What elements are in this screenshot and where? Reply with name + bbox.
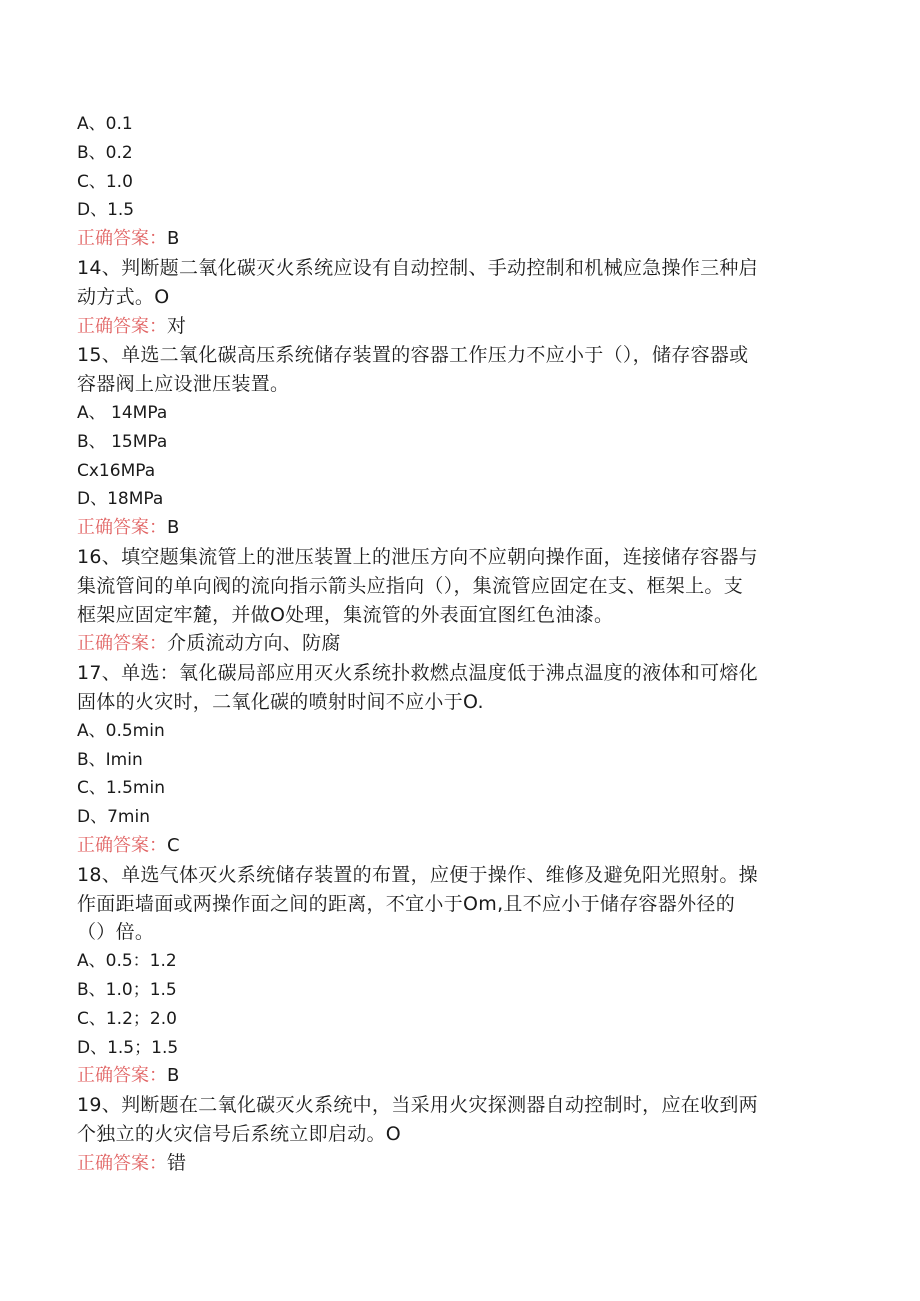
option-b: B、1.0；1.5 — [77, 979, 177, 1000]
answer-value: C — [167, 834, 180, 856]
answer-line — [77, 514, 847, 543]
answer-label: 正确答案： — [77, 633, 167, 655]
answer-line — [77, 225, 847, 254]
option-c: C、1.5min — [77, 778, 165, 799]
question-text: 框架应固定牢麓，并做O处理，集流管的外表面宜图红色油漆。 — [77, 603, 614, 626]
question-text: 容器阀上应设泄压装置。 — [77, 373, 290, 396]
answer-label: 正确答案： — [77, 315, 167, 337]
answer-line — [77, 1062, 847, 1091]
question-text: 17、单选：氧化碳局部应用灭火系统扑救燃点温度低于沸点温度的液体和可熔化 — [77, 662, 758, 685]
answer-label: 正确答案： — [77, 228, 167, 250]
question-text: 16、填空题集流管上的泄压装置上的泄压方向不应朝向操作面，连接储存容器与 — [77, 545, 758, 568]
option-d: D、7min — [77, 807, 150, 828]
option-c: C、1.2；2.0 — [77, 1008, 177, 1029]
option-a: A、0.5min — [77, 720, 165, 741]
answer-value: B — [167, 517, 180, 539]
answer-value: 对 — [167, 314, 187, 337]
option-c: C、1.0 — [77, 171, 133, 192]
answer-line — [77, 832, 847, 861]
answer-label: 正确答案： — [77, 517, 167, 539]
question-text: （）倍。 — [77, 921, 155, 944]
document-page — [77, 110, 847, 1178]
question-text: 作面距墙面或两操作面之间的距离，不宜小于Om,且不应小于储存容器外径的 — [77, 892, 736, 915]
question-text: 14、判断题二氧化碳灭火系统应设有自动控制、手动控制和机械应急操作三种启 — [77, 256, 758, 279]
option-a: A、0.1 — [77, 114, 133, 134]
question-text: 18、单选气体灭火系统储存装置的布置，应便于操作、维修及避免阳光照射。操 — [77, 863, 758, 886]
answer-label: 正确答案： — [77, 1065, 167, 1087]
option-b: B、 15MPa — [77, 431, 168, 452]
option-b: B、0.2 — [77, 142, 133, 163]
question-text: 集流管间的单向阀的流向指示箭头应指向（），集流管应固定在支、框架上。支 — [77, 574, 744, 597]
answer-line — [77, 1149, 847, 1179]
question-text: 固体的火灾时，二氧化碳的喷射时间不应小于O. — [77, 690, 484, 713]
answer-value: B — [167, 228, 180, 250]
answer-line — [77, 312, 847, 342]
option-c: Cx16MPa — [77, 460, 156, 481]
option-d: D、18MPa — [77, 489, 164, 510]
answer-value: 错 — [167, 1151, 187, 1174]
answer-label: 正确答案： — [77, 1152, 167, 1174]
question-text: 动方式。O — [77, 285, 170, 308]
option-a: A、 14MPa — [77, 402, 168, 423]
question-text: 15、单选二氧化碳高压系统储存装置的容器工作压力不应小于（），储存容器或 — [77, 344, 749, 367]
option-a: A、0.5：1.2 — [77, 951, 177, 972]
question-text: 个独立的火灾信号后系统立即启动。O — [77, 1122, 402, 1145]
answer-line — [77, 629, 847, 659]
answer-value: 介质流动方向、防腐 — [167, 632, 341, 655]
question-text: 19、判断题在二氧化碳灭火系统中，当采用火灾探测器自动控制时，应在收到两 — [77, 1094, 758, 1117]
option-b: B、Imin — [77, 749, 143, 770]
option-d: D、1.5；1.5 — [77, 1037, 179, 1058]
option-d: D、1.5 — [77, 200, 135, 221]
answer-label: 正确答案： — [77, 834, 167, 856]
answer-value: B — [167, 1065, 180, 1087]
